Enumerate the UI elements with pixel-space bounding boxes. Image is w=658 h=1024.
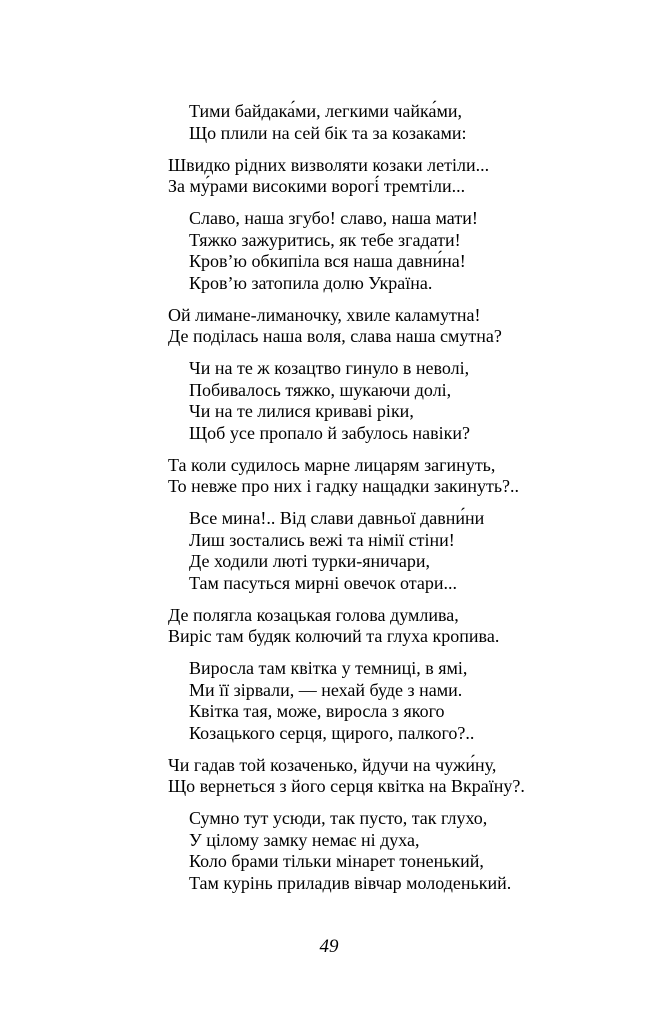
stanza [168,455,638,498]
poem-line: Славо, наша згубо! славо, наша мати! [189,208,478,228]
poem-line: Де поділась наша воля, слава наша смутна? [168,326,502,346]
page-number: 49 [319,936,339,957]
stanza [168,605,638,648]
poem-line: У цілому замку немає ні духа, [189,829,420,850]
poem-line: Все мина!.. Від слави давньої давни́ни [189,508,485,528]
stanza [168,755,638,798]
poem-line: То невже про них і гадку нащадки закинуть?.. [168,476,520,496]
poem-line: Чи на те лилися криваві ріки, [189,401,414,421]
stanza [168,658,638,744]
poem-line: Кров’ю затопила долю Україна. [189,272,433,293]
poem-line: Кров’ю обкипіла вся наша давни́на! [189,251,466,271]
poem-line: За му́рами високими ворогі́ тремтіли... [168,176,466,196]
poem-line: Козацького серця, щирого, палкого?.. [189,722,475,743]
poem-line: Та коли судилось марне лицарям загинуть, [168,454,496,475]
stanza [168,358,638,444]
stanza [168,305,638,348]
poem-line: Тяжко зажуритись, як тебе згадати! [189,229,461,250]
poem-line: Де ходили люті турки-яничари, [189,551,430,571]
stanza [168,508,638,594]
poem-line: Що вернеться з його серця квітка на Вкраїну?. [168,776,525,796]
stanza [168,155,638,198]
poem-line: Тими байдака́ми, легкими чайка́ми, [189,101,463,121]
poem-line: Виріс там будяк колючий та глуха кропива. [168,626,500,646]
poem-line: Швидко рідних визволяти козаки летіли... [168,154,490,175]
poem-line: Там пасуться мирні овечок отари... [189,572,458,593]
poem-line: Побивалось тяжко, шукаючи долі, [189,379,452,400]
poem-line: Чи гадав той козаченько, йдучи на чужи́ну, [168,754,497,775]
stanza [168,208,638,294]
poem-line: Коло брами тільки мінарет тоненький, [189,851,484,871]
stanza [168,101,638,144]
poem-line: Де полягла козацькая голова думлива, [168,604,459,625]
poem-text [168,101,638,905]
poem-line: Там курінь приладив вівчар молоденький. [189,872,512,893]
poem-line: Що плили на сей бік та за козаками: [189,122,467,143]
poem-line: Чи на те ж козацтво гинуло в неволі, [189,358,470,378]
poem-line: Лиш зостались вежі та німії стіни! [189,529,455,550]
poem-line: Квітка тая, може, виросла з якого [189,701,445,721]
stanza [168,808,638,894]
poem-line: Ми її зірвали, — нехай буде з нами. [189,679,463,700]
poem-line: Виросла там квітка у темниці, в ямі, [189,658,468,678]
poem-line: Сумно тут усюди, так пусто, так глухо, [189,808,488,828]
poem-line: Ой лимане-лиманочку, хвиле каламутна! [168,304,481,325]
poem-line: Щоб усе пропало й забулось навіки? [189,422,470,443]
